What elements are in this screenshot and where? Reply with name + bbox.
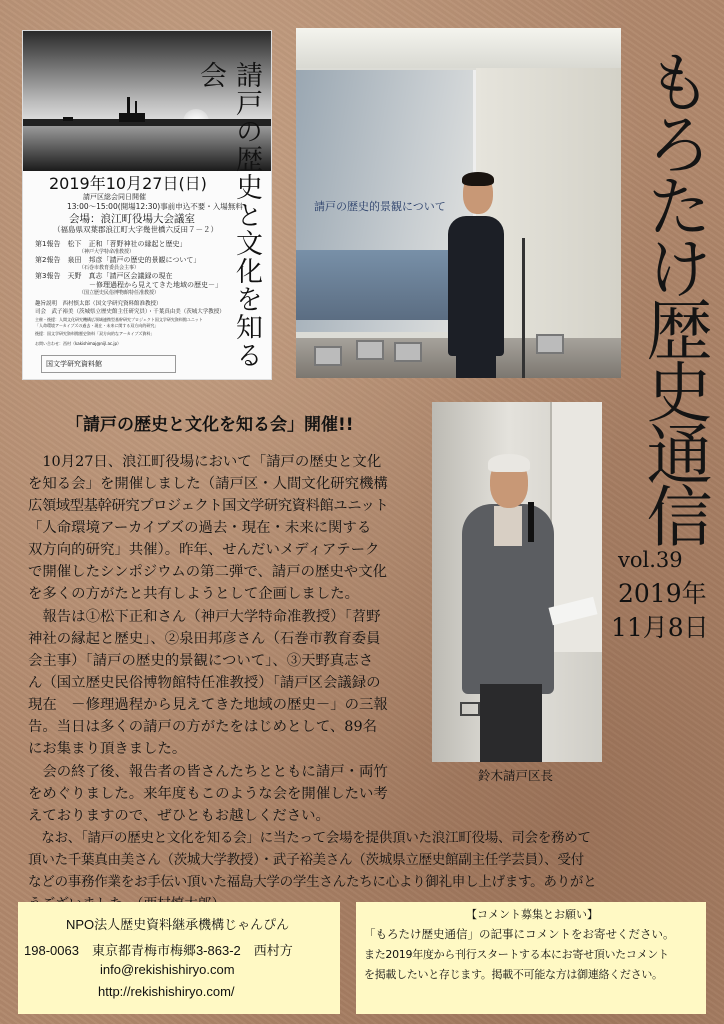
poster-line: 後援：国文学研究資料館歴史資料「双方向的なアーカイブズ資料」 — [35, 331, 155, 336]
poster-line: 請戸区総会同日開催 — [83, 193, 146, 201]
article-line: 「人命環境アーカイブズの過去・現在・未来に関する — [28, 520, 372, 536]
article-line: にお集まり頂きました。 — [28, 741, 187, 757]
article-line: 報告は①松下正和さん（神戸大学特命准教授）「苕野 — [28, 609, 381, 625]
article-line: 会の終了後、報告者の皆さんたちとともに請戸・両竹 — [28, 764, 388, 780]
poster-line: －修理過程から見えてきた地域の歴史－」 — [89, 281, 222, 289]
presentation-photo — [296, 28, 621, 378]
poster-line: 趣旨説明 西村慎太郎（国文学研究資料館准教授） — [35, 301, 162, 307]
article-line: 会主事）「請戸の歴史的景観について」、③天野真志さ — [28, 653, 374, 669]
poster-line: 第3報告 天野 真志「請戸区会議録の現在 — [35, 272, 173, 280]
article-line: 10月27日、浪江町役場において「請戸の歴史と文化 — [28, 454, 382, 470]
mayor-photo — [432, 402, 602, 762]
issue-date: 11月8日 — [611, 613, 709, 642]
photo-caption: 鈴木請戸区長 — [478, 768, 554, 783]
poster-venue: 会場：浪江町役場大会議室 — [69, 213, 195, 225]
article-line: なお、「請戸の歴史と文化を知る会」に当たって会場を提供頂いた浪江町役場、司会を務めて — [28, 830, 591, 846]
poster-line: 第1報告 松下 正和「苕野神社の縁起と歴史」 — [35, 240, 187, 248]
article-line: 神社の縁起と歴史」、②泉田邦彦さん（石巻市教育委員 — [28, 631, 381, 647]
poster-line: 第2報告 泉田 邦彦「請戸の歴史的景観について」 — [35, 256, 201, 264]
volume-number: vol.39 — [618, 548, 683, 572]
comment-box-line: 「もろたけ歴史通信」の記事にコメントをお寄せください。 — [364, 927, 675, 941]
event-poster — [22, 30, 272, 380]
comment-box-line: また2019年度から刊行スタートする本にお寄せ頂いたコメント — [364, 948, 669, 961]
article-line: 双方向的研究」共催）。昨年、せんだいメディアテーク — [28, 542, 380, 558]
poster-line: お問い合わせ：西村（kakishimaj@nijl.ac.jp） — [35, 341, 122, 346]
article-line: えておりますので、ぜひともお越しください。 — [28, 808, 330, 824]
poster-footer-logo: 国文学研究資料館 — [41, 355, 176, 373]
issue-year: 2019年 — [618, 579, 707, 608]
poster-line: 主催・後援：人間文化研究機構広領域連携型基幹研究プロジェクト国文学研究資料館ユニット — [35, 317, 203, 322]
article-line: 頂いた千葉真由美さん（茨城大学教授）・武子裕美さん（茨城県立歴史館副主任学芸員）、受付 — [28, 852, 584, 868]
poster-vertical-title: 請戸の歴史と文化を知る会 — [195, 61, 262, 369]
article-line: を知る会」を開催しました（請戸区・人間文化研究機構 — [28, 476, 388, 492]
screen-slide-title: 請戸の歴史的景観について — [314, 200, 446, 213]
org-address: 198-0063 東京都青梅市梅郷3-863-2 西村方 — [24, 943, 293, 958]
poster-line: （石巻市教育委員会主事） — [79, 265, 140, 271]
poster-line: （神戸大学特命准教授） — [79, 249, 135, 255]
poster-line: （福島県双葉郡浪江町大字幾世橋六反田７－２） — [53, 225, 218, 234]
mic-stand — [522, 238, 525, 378]
org-name: NPO法人歴史資料継承機構じゃんぴん — [66, 917, 290, 932]
contact-box — [18, 902, 340, 1014]
article-line: で開催したシンポジウムの第二弾で、請戸の歴史や文化 — [28, 564, 387, 580]
microphone — [528, 502, 534, 542]
org-email-link[interactable]: info@rekishishiryo.com — [100, 962, 235, 977]
article-line: 広領域型基幹研究プロジェクト国文学研究資料館ユニット — [28, 498, 389, 514]
article-headline: 「請戸の歴史と文化を知る会」開催!! — [66, 415, 354, 435]
newsletter-title: もろたけ歴史通信 — [635, 48, 712, 544]
comment-box-title: 【コメント募集とお願い】 — [466, 908, 598, 921]
speaker-figure — [448, 216, 504, 356]
poster-date: 2019年10月27日(日) — [49, 174, 207, 193]
article-line: 告。当日は多くの請戸の方がたをはじめとして、89名 — [28, 719, 378, 735]
article-line: ん（国立歴史民俗博物館特任准教授）「請戸区会議録の — [28, 675, 381, 691]
poster-line: （国立歴史民俗博物館特任准教授） — [79, 290, 160, 296]
article-line: を多くの方がたと共有しようとして企画しました。 — [28, 586, 359, 602]
article-line: 現在 －修理過程から見えてきた地域の歴史－」の三報 — [28, 697, 388, 713]
comment-request-box — [356, 902, 706, 1014]
comment-box-line: を掲載したいと存じます。掲載不可能な方は御連絡ください。 — [364, 968, 663, 981]
article-line: をめぐりました。来年度もこのような会を開催したい考 — [28, 786, 388, 802]
poster-line: 13:00～15:00(開場12:30)事前申込不要・入場無料 — [67, 202, 243, 211]
article-line: などの事務作業をお手伝い頂いた福島大学の学生さんたちに心より御礼申し上げます。ありがと — [28, 874, 597, 890]
org-website-link[interactable]: http://rekishishiryo.com/ — [98, 984, 235, 999]
poster-line: 司会 武子裕美（茨城県立歴史館主任研究員）・千葉真由美（茨城大学教授） — [35, 309, 225, 315]
poster-line: 「人命環境アーカイブズの過去・現在・未来に関する双方向的研究」 — [35, 323, 159, 328]
